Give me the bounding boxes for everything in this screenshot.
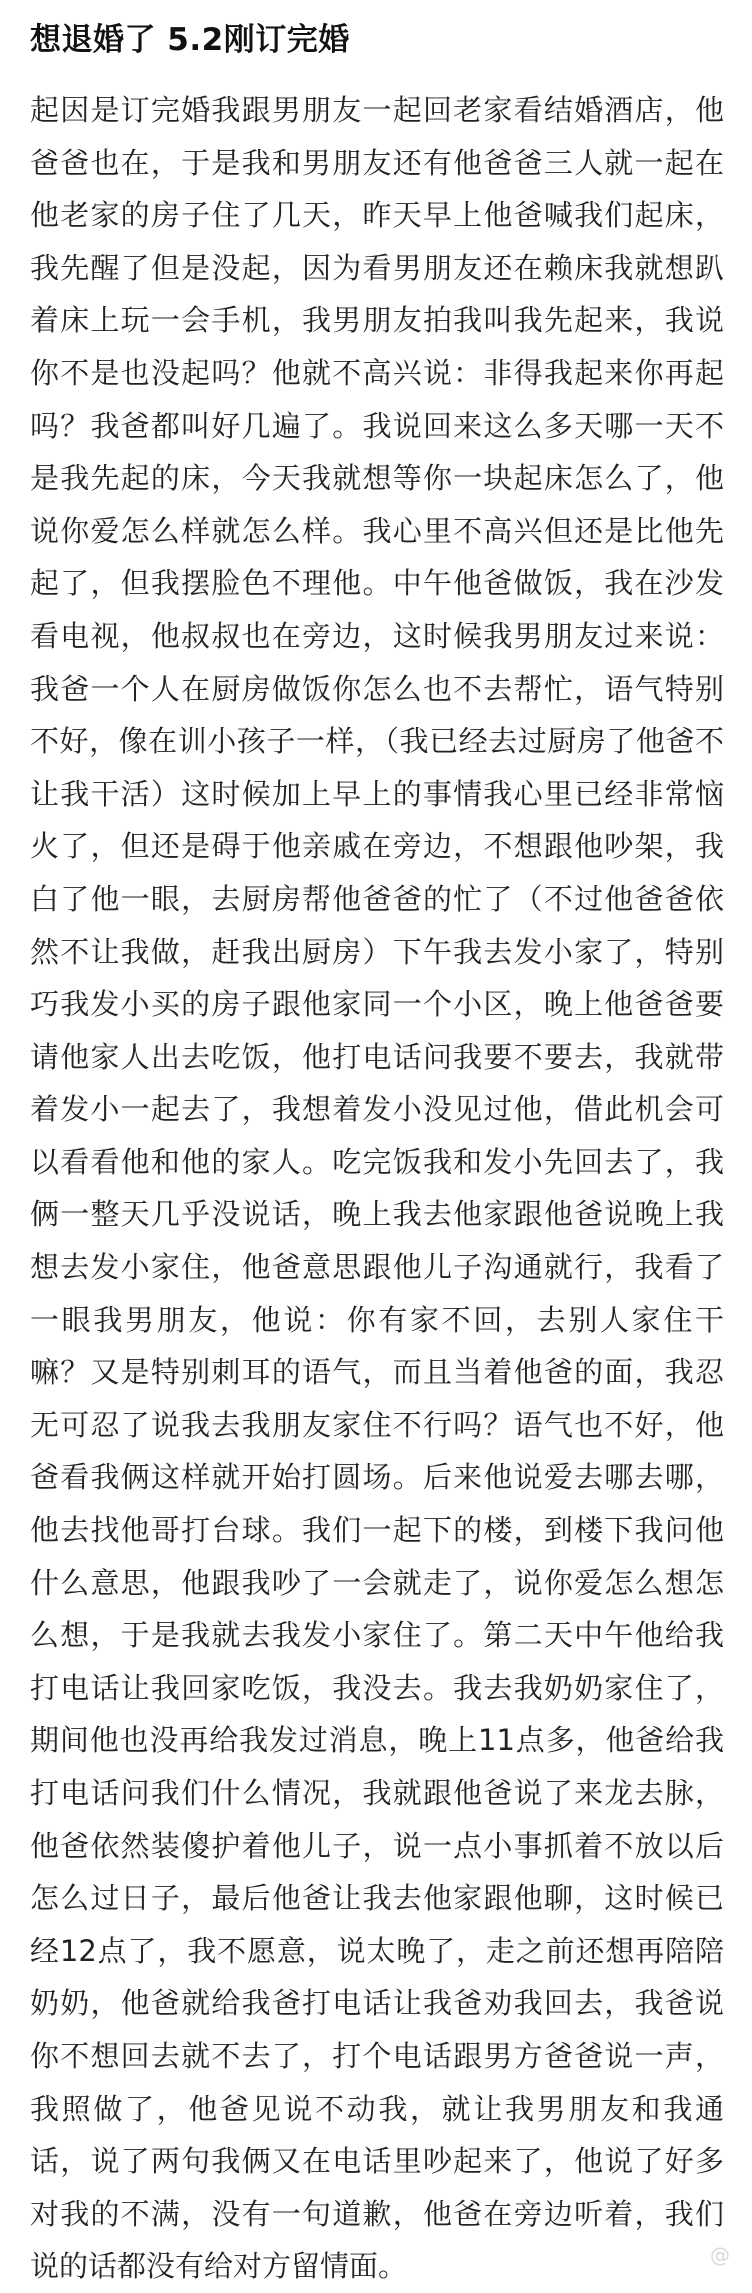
watermark: @ [710,2243,730,2267]
post-body: 起因是订完婚我跟男朋友一起回老家看结婚酒店，他爸爸也在，于是我和男朋友还有他爸爸三人就一起在他老家的房子住了几天，昨天早上他爸喊我们起床，我先醒了但是没起，因为看男朋友还在赖床我就想趴着床上玩一会手机，我男朋友拍我叫我先起来，我说你不是也没起吗？他就不高兴说：非得我起来你再起吗？我爸都叫好几遍了。我说回来这么多天哪一天不是我先起的床，今天我就想等你一块起床怎么了，他说你爱怎么样就怎么样。我心里不高兴但还是比他先起了，但我摆脸色不理他。中午他爸做饭，我在沙发看电视，他叔叔也在旁边，这时候我男朋友过来说：我爸一个人在厨房做饭你怎么也不去帮忙，语气特别不好，像在训小孩子一样，（我已经去过厨房了他爸不让我干活）这时候加上早上的事情我心里已经非常恼火了，但还是碍于他亲戚在旁边，不想跟他吵架，我白了他一眼，去厨房帮他爸爸的忙了（不过他爸爸依然不让我做，赶我出厨房）下午我去发小家了，特别巧我发小买的房子跟他家同一个小区，晚上他爸爸要请他家人出去吃饭，他打电话问我要不要去，我就带着发小一起去了，我想着发小没见过他，借此机会可以看看他和他的家人。吃完饭我和发小先回去了，我俩一整天几乎没说话，晚上我去他家跟他爸说晚上我想去发小家住，他爸意思跟他儿子沟通就行，我看了一眼我男朋友，他说：你有家不回，去别人家住干嘛？又是特别刺耳的语气，而且当着他爸的面，我忍无可忍了说我去我朋友家住不行吗？语气也不好，他爸看我俩这样就开始打圆场。后来他说爱去哪去哪，他去找他哥打台球。我们一起下的楼，到楼下我问他什么意思，他跟我吵了一会就走了，说你爱怎么想怎么想，于是我就去我发小家住了。第二天中午他给我打电话让我回家吃饭，我没去。我去我奶奶家住了，期间他也没再给我发过消息，晚上11点多，他爸给我打电话问我们什么情况，我就跟他爸说了来龙去脉，他爸依然装傻护着他儿子，说一点小事抓着不放以后怎么过日子，最后他爸让我去他家跟他聊，这时候已经12点了，我不愿意，说太晚了，走之前还想再陪陪奶奶，他爸就给我爸打电话让我爸劝我回去，我爸说你不想回去就不去了，打个电话跟男方爸爸说一声，我照做了，他爸见说不动我，就让我男朋友和我通话，说了两句我俩又在电话里吵起来了，他说了好多对我的不满，没有一句道歉，他爸在旁边听着，我们说的话都没有给对方留情面。 [30,93,724,2284]
post-title: 想退婚了 5.2刚订完婚 [30,22,350,58]
